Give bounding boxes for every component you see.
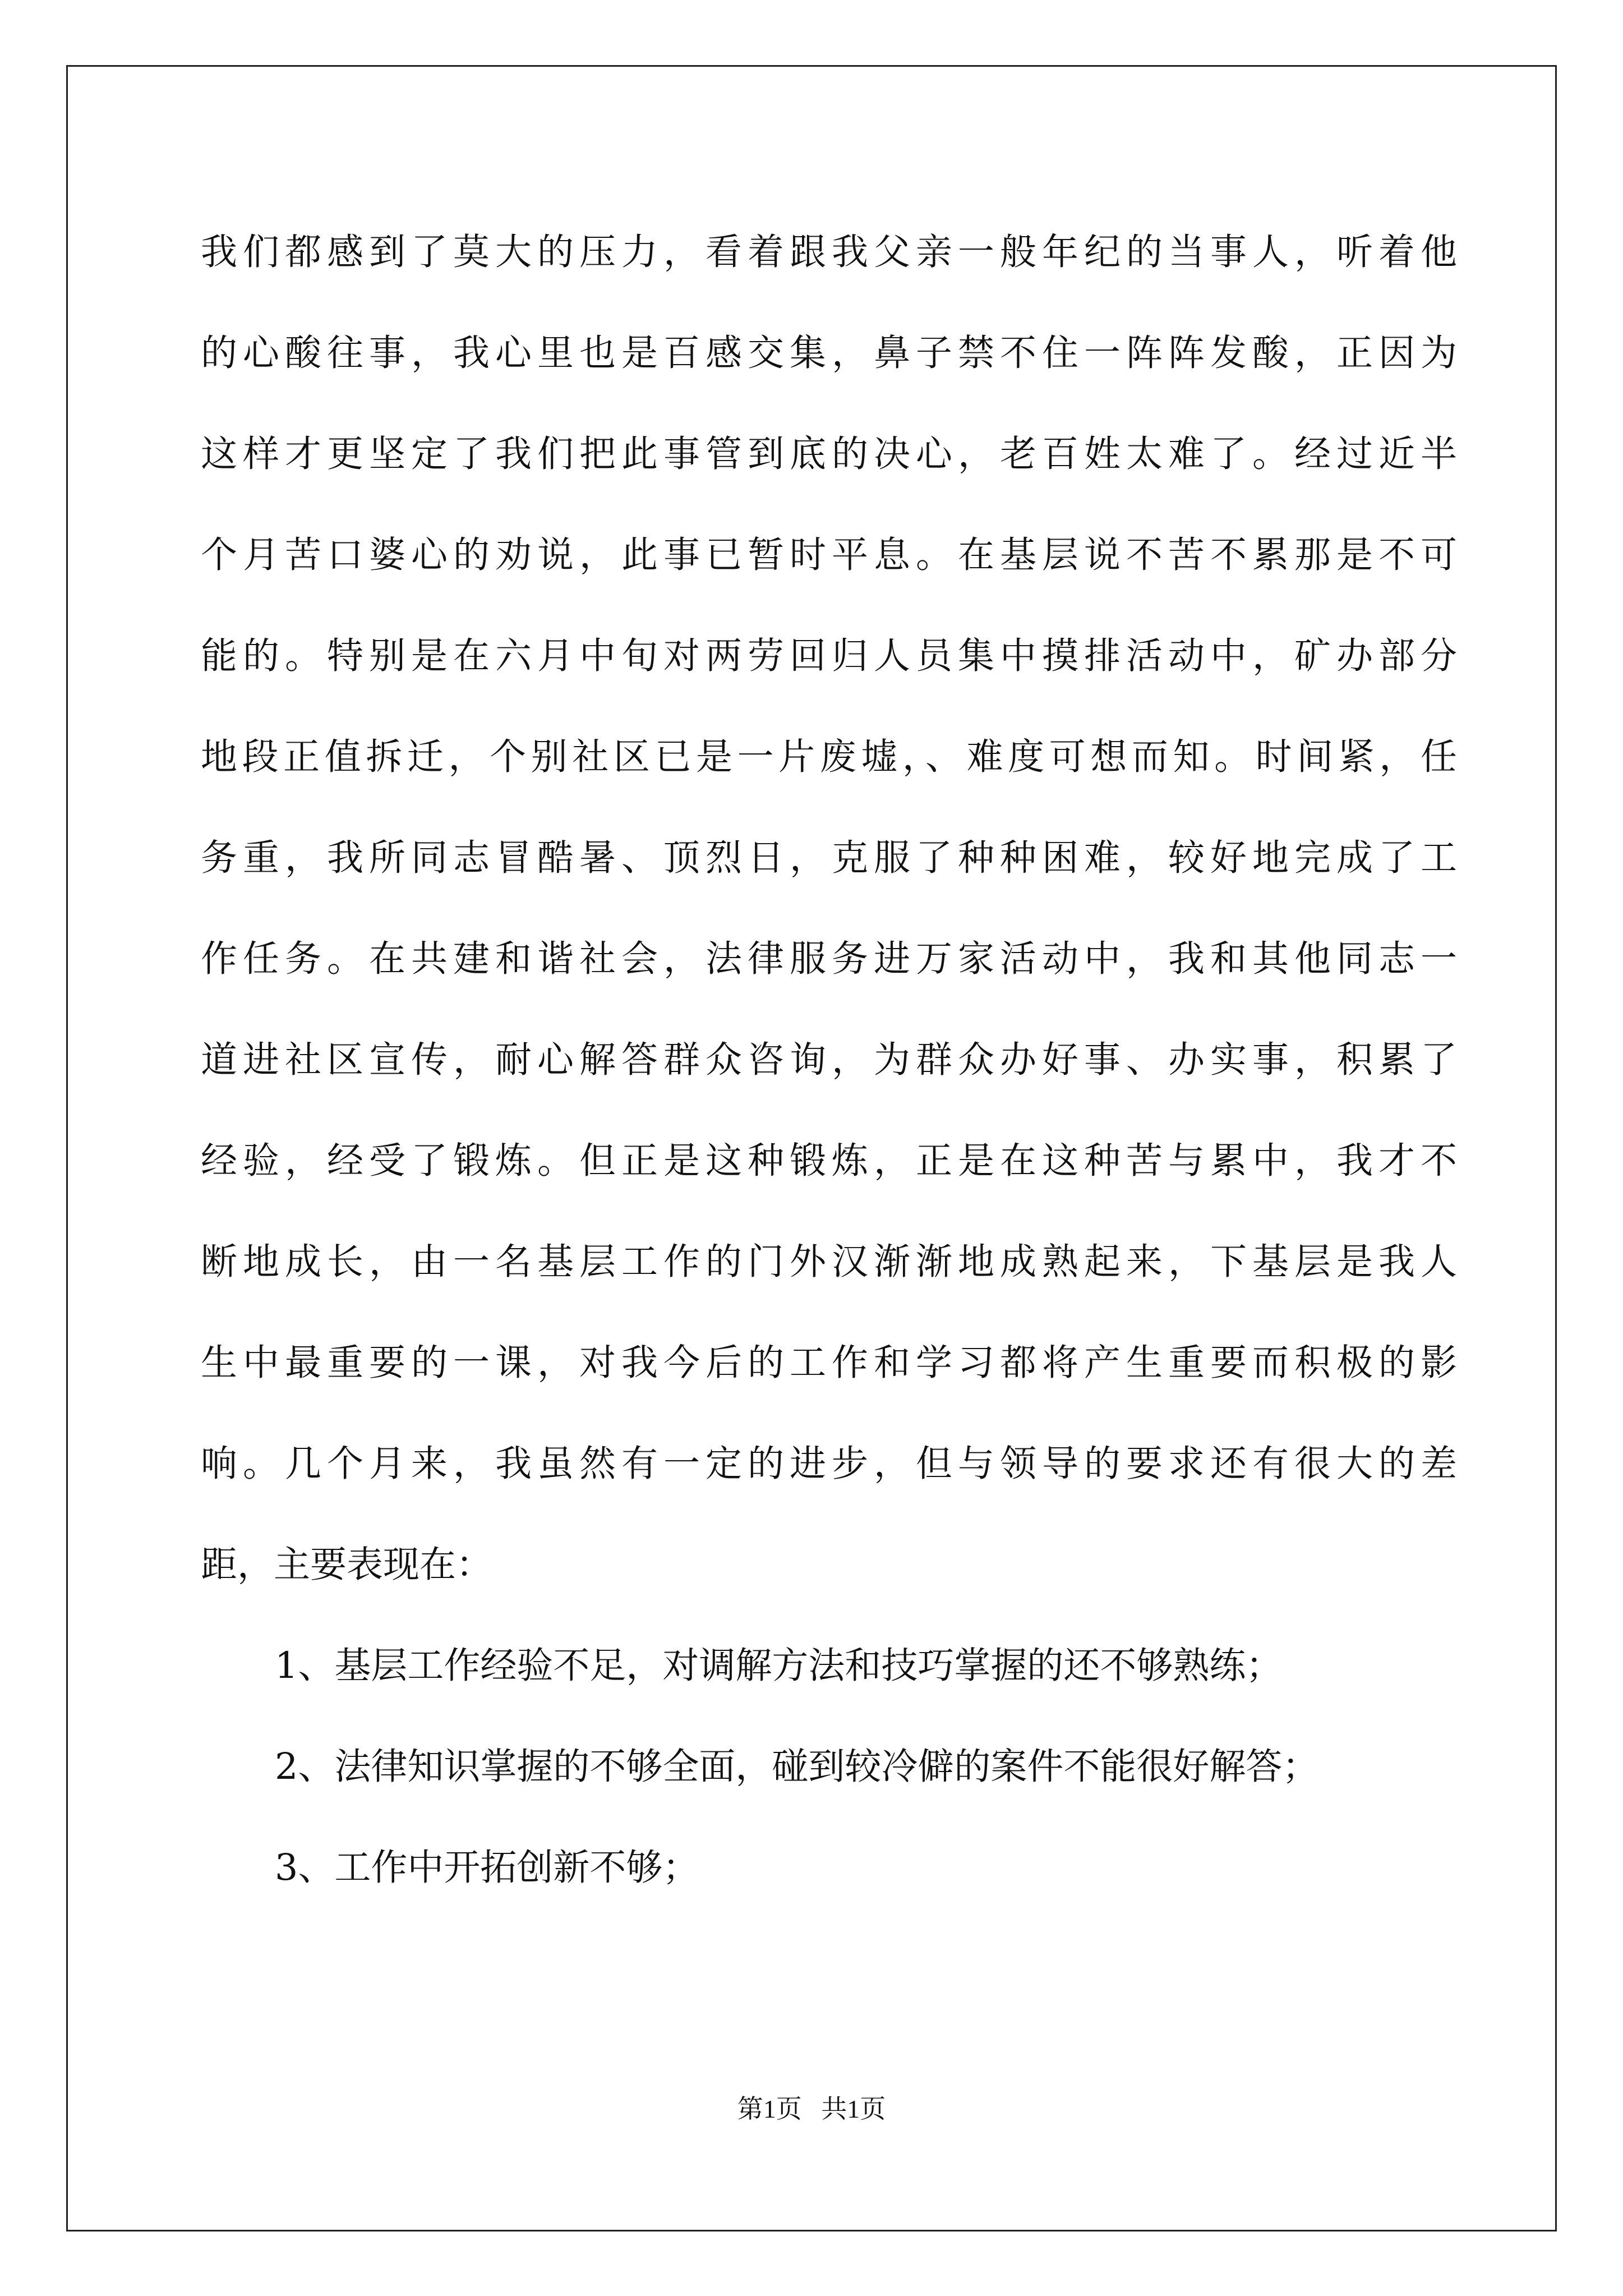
paragraph-line: 地段正值拆迁，个别社区已是一片废墟，、难度可想而知。时间紧，任	[201, 736, 1457, 778]
list-item: 1、基层工作经验不足，对调解方法和技巧掌握的还不够熟练；	[275, 1645, 1283, 1687]
paragraph-line: 作任务。在共建和谐社会，法律服务进万家活动中，我和其他同志一	[201, 938, 1457, 980]
paragraph-line: 个月苦口婆心的劝说，此事已暂时平息。在基层说不苦不累那是不可	[201, 534, 1457, 576]
paragraph-line: 务重，我所同志冒酷暑、顶烈日，克服了种种困难，较好地完成了工	[201, 837, 1457, 879]
paragraph-line: 我们都感到了莫大的压力，看着跟我父亲一般年纪的当事人，听着他	[201, 231, 1457, 273]
paragraph-line: 道进社区宣传，耐心解答群众咨询，为群众办好事、办实事，积累了	[201, 1039, 1457, 1081]
paragraph-line: 的心酸往事，我心里也是百感交集，鼻子禁不住一阵阵发酸，正因为	[201, 332, 1457, 374]
page-footer: 第1页 共1页	[737, 2095, 886, 2123]
paragraph-line: 断地成长，由一名基层工作的门外汉渐渐地成熟起来，下基层是我人	[201, 1241, 1457, 1283]
paragraph-line: 距，主要表现在：	[201, 1544, 493, 1586]
list-item: 2、法律知识掌握的不够全面，碰到较冷僻的案件不能很好解答；	[275, 1746, 1319, 1788]
paragraph-line: 响。几个月来，我虽然有一定的进步，但与领导的要求还有很大的差	[201, 1443, 1457, 1485]
paragraph-line: 能的。特别是在六月中旬对两劳回归人员集中摸排活动中，矿办部分	[201, 635, 1457, 677]
paragraph-line: 生中最重要的一课，对我今后的工作和学习都将产生重要而积极的影	[201, 1342, 1457, 1384]
paragraph-line: 这样才更坚定了我们把此事管到底的决心，老百姓太难了。经过近半	[201, 433, 1457, 475]
paragraph-line: 经验，经受了锻炼。但正是这种锻炼，正是在这种苦与累中，我才不	[201, 1140, 1457, 1182]
list-item: 3、工作中开拓创新不够；	[275, 1847, 699, 1889]
